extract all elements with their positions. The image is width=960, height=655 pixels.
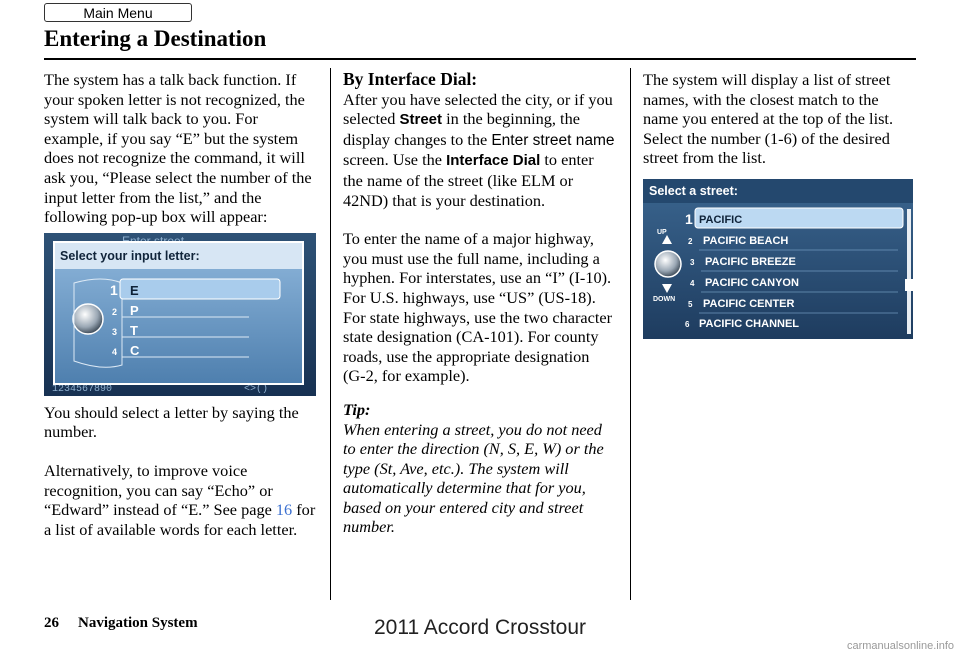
select-street-screenshot — [643, 179, 913, 339]
column-3 — [643, 70, 915, 339]
street-item-num: 1 — [685, 210, 693, 227]
street-screen-title: Select a street: — [649, 183, 738, 198]
street-item-name: PACIFIC CENTER — [703, 297, 795, 310]
dial-knob-icon — [73, 304, 103, 334]
column-1 — [44, 70, 316, 539]
popup-item-letter: E — [130, 282, 139, 298]
interface-dial-text-d: to enter the name of the street (like ELM or 42ND) that is your destination. — [343, 150, 594, 210]
interface-dial-paragraph — [343, 90, 615, 211]
street-item-name: PACIFIC CHANNEL — [699, 317, 800, 330]
popup-item-num: 3 — [112, 326, 118, 337]
street-item-num: 2 — [688, 236, 693, 246]
tip-paragraph: When entering a street, you do not need to enter the direction (N, S, E, W) or the type (St, Ave, etc.). The system will automatically determine that for you, based on your entered city and street number. — [343, 419, 604, 537]
footer-section-label: Navigation System — [78, 615, 198, 631]
page-title: Entering a Destination — [44, 26, 267, 51]
street-item-num: 3 — [690, 257, 695, 267]
street-item-name: PACIFIC BEACH — [703, 234, 789, 247]
tip-heading: Tip: — [343, 399, 371, 419]
popup-item-letter: P — [130, 302, 139, 318]
street-item-num: 5 — [688, 299, 693, 309]
street-item-name: PACIFIC CANYON — [705, 276, 799, 289]
popup-item-num: 4 — [112, 346, 118, 357]
popup-item-num: 1 — [110, 281, 118, 298]
alternative-text-a: Alternatively, to improve voice recognition, you can say “Echo” or “Edward” instead of “E.” See page — [44, 460, 276, 520]
column-2 — [343, 70, 615, 537]
select-letter-paragraph: You should select a letter by saying the number. — [44, 402, 299, 442]
dial-knob-icon — [655, 251, 681, 277]
highway-paragraph: To enter the name of a major highway, you must use the full name, including a hyphen. For interstates, use an “I” (I-10). For U.S. highways, use “US” (US-18). For state highways, use the two character state designation (CA-101). For county roads, use the appropriate designation (G-2, for example). — [343, 229, 613, 386]
page-16-link[interactable]: 16 — [275, 500, 293, 520]
enter-street-name-term: Enter street name — [491, 131, 615, 149]
input-letter-popup-screenshot — [44, 233, 316, 396]
street-list-paragraph: The system will display a list of street names, with the closest match to the name you entered at the top of the list. Select the number (1-6) of the desired street from the list. — [643, 70, 894, 168]
street-item-num: 4 — [690, 278, 695, 288]
background-digits: 1234567890 — [52, 383, 113, 395]
interface-dial-term: Interface Dial — [446, 152, 541, 170]
street-item-name: PACIFIC — [699, 213, 743, 226]
footer-model-name: 2011 Accord Crosstour — [373, 616, 587, 639]
street-item-num: 6 — [685, 319, 690, 329]
interface-dial-text-a: After you have selected the city, or if you selected — [343, 89, 613, 129]
column-divider-1 — [330, 68, 331, 600]
interface-dial-text-c: screen. Use the — [343, 150, 447, 170]
talk-back-paragraph: The system has a talk back function. If your spoken letter is not recognized, the system will talk back to you. For example, if you say “E” but the system does not recognize the command, it will ask you, “Please select the number of the input letter from the list,” and the following pop-up box will appear: — [44, 70, 312, 227]
popup-highlight — [120, 279, 280, 299]
main-menu-button[interactable]: Main Menu — [44, 3, 192, 22]
popup-title: Select your input letter: — [60, 248, 200, 263]
interface-dial-text-b: in the beginning, the display changes to the — [343, 109, 580, 149]
alternative-paragraph — [44, 461, 316, 539]
down-label: DOWN — [653, 295, 676, 303]
popup-item-letter: T — [130, 322, 138, 338]
title-divider — [44, 58, 916, 60]
alternative-text-b: for a list of available words for each letter. — [44, 500, 316, 539]
popup-item-letter: C — [130, 342, 140, 358]
watermark: carmanualsonline.info — [846, 640, 954, 652]
popup-item-num: 2 — [112, 306, 118, 317]
street-item-name: PACIFIC BREEZE — [705, 255, 796, 268]
page-number: 26 — [44, 615, 59, 631]
interface-dial-heading: By Interface Dial: — [343, 69, 478, 89]
street-term: Street — [399, 111, 443, 129]
column-divider-2 — [630, 68, 631, 600]
up-label: UP — [657, 228, 667, 236]
background-brackets: <>() — [244, 383, 269, 395]
